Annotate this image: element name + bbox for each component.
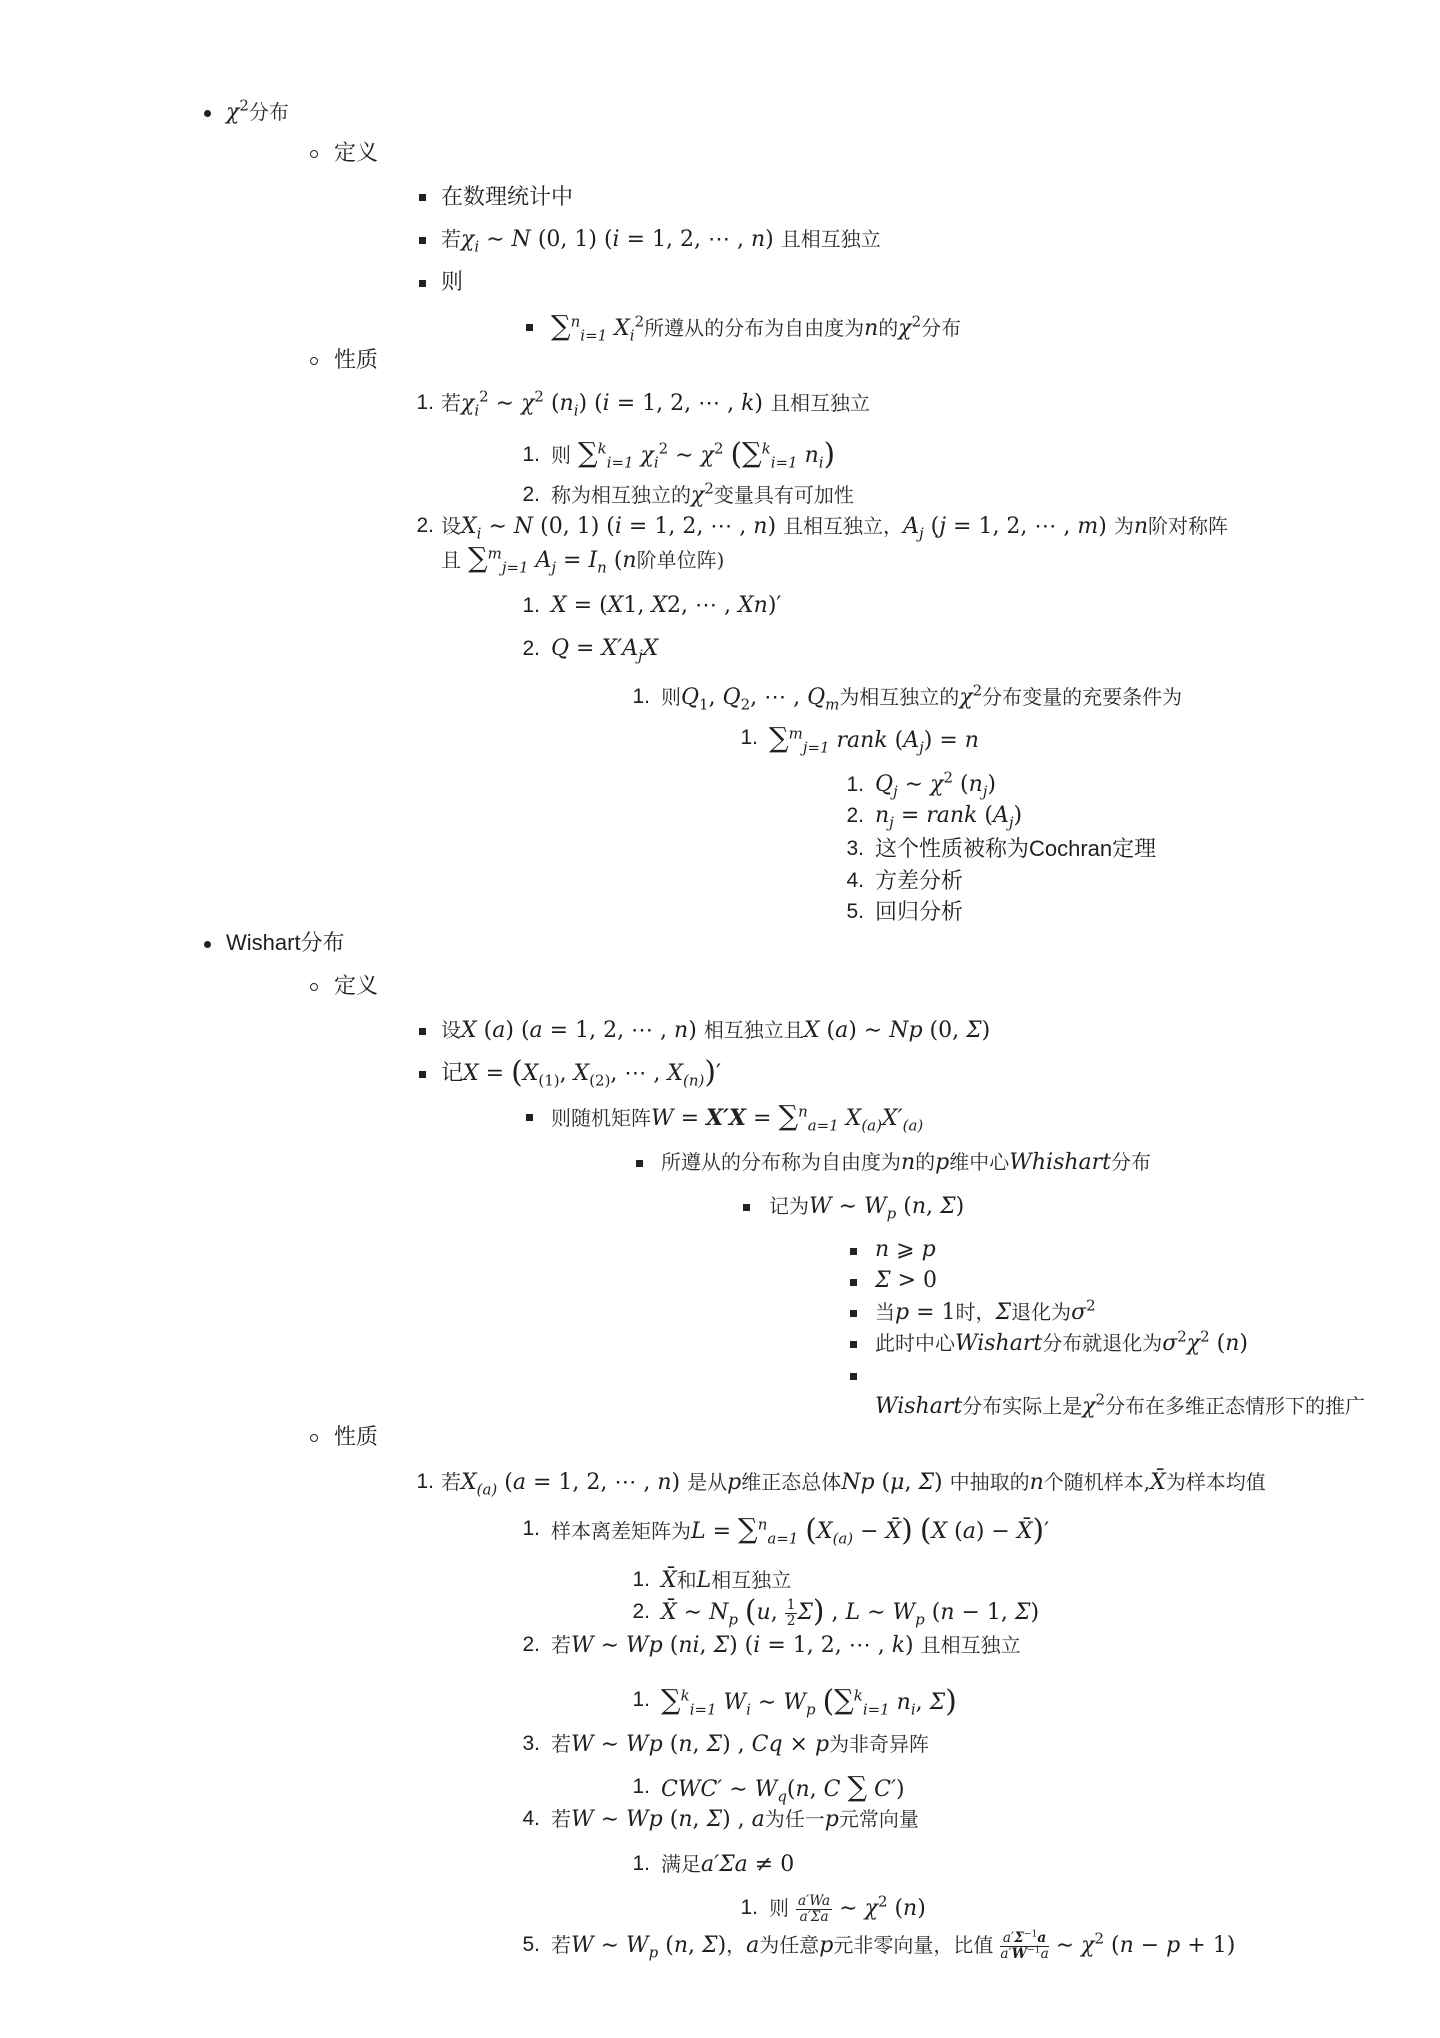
wishart-prop-4-1: 满足a′Σa ≠ 0 (661, 1852, 795, 1877)
list-number: 2. (632, 1600, 650, 1623)
list-number: 5. (846, 900, 864, 923)
bullet-square (850, 1373, 857, 1380)
bullet-square (419, 194, 426, 201)
chi2-definition-heading: 定义 (334, 140, 379, 165)
wishart-def-1: 设X (a) (a = 1, 2, ⋯ , n) 相互独立且X (a) ∼ Np (0, Σ) (441, 1018, 991, 1043)
list-number: 1. (522, 1517, 540, 1540)
chi2-property-heading: 性质 (334, 347, 379, 372)
chi2-nj-2: $n_j$ = rank $(A_j)$ (875, 803, 1023, 832)
list-number: 1. (632, 1568, 650, 1591)
bullet-square (850, 1248, 857, 1255)
list-number: 1. (416, 1470, 434, 1493)
chi2-prop-2-2-1: 则$Q_1$, $Q_2$, ⋯ , $Q_m$为相互独立的$\chi^2$分布变量的充要条件为 (661, 681, 1183, 714)
wishart-def-6d: 此时中心Wishart分布就退化为$\sigma^2\chi^2$ (n) (875, 1327, 1248, 1356)
list-number: 1. (416, 391, 434, 414)
wishart-def-5: 记为W ∼ $W_p$ (n, Σ) (769, 1194, 965, 1223)
chi2-def-item-2: 若$\chi_i$ ∼ N (0, 1) (i = 1, 2, ⋯ , n) 且相互独立 (441, 227, 881, 256)
list-number: 3. (522, 1732, 540, 1755)
chi2-def-sub: ∑$^n_{i=1}$ $X_i^2$所遵从的分布为自由度为n的$\chi^2$分布 (551, 310, 962, 345)
list-number: 4. (522, 1807, 540, 1830)
wishart-prop-4-1-1: 则 $\frac{a'Wa}{a'\Sigma a}$ ∼ $\chi^2$ (n) (769, 1892, 926, 1925)
wishart-definition-heading: 定义 (334, 973, 379, 998)
bullet-square (419, 1028, 426, 1035)
wishart-def-6c: 当p = 1时，Σ退化为$\sigma^2$ (875, 1296, 1096, 1325)
wishart-def-6e: Wishart分布实际上是$\chi^2$分布在多维正态情形下的推广 (875, 1390, 1366, 1419)
bullet-disc (204, 110, 211, 117)
chi2-def-item-1: 在数理统计中 (441, 184, 574, 209)
bullet-circle (310, 983, 318, 991)
wishart-prop-1-1-2: X̄ ∼ $N_p$ (u, $\frac{1}{2}$ Σ) , L ∼ $W_p$ (n − 1, Σ) (661, 1594, 1040, 1629)
section-heading-chi2: $\chi^2$分布 (226, 96, 289, 125)
wishart-def-3: 则随机矩阵W = X′X = ∑$^n_{a=1}$ $X_{(a)}X'_{(a)}$ (551, 1100, 924, 1135)
bullet-square (850, 1310, 857, 1317)
list-number: 2. (846, 804, 864, 827)
wishart-prop-2-1: ∑$^k_{i=1}$ $W_i$ ∼ $W_p$ (∑$^k_{i=1}$ $n_i$, Σ) (661, 1684, 957, 1719)
wishart-prop-1-1: 样本离差矩阵为L = ∑$^n_{a=1}$ ($X_{(a)}$ − X̄) (X (a) − X̄)′ (551, 1513, 1050, 1548)
chi2-prop-1: 若$\chi_i^2$ ∼ $\chi^2$ $(n_i) (i = 1$, 2, ⋯ , k) 且相互独立 (441, 387, 871, 420)
list-number: 1. (522, 443, 540, 466)
chi2-nj-1: $Q_j$ ∼ $\chi^2$ $(n_j)$ (875, 768, 996, 801)
list-number: 5. (522, 1933, 540, 1956)
bullet-circle (310, 1434, 318, 1442)
chi2-prop-2-2: $Q = X'A_jX$ (551, 636, 659, 665)
bullet-square (850, 1279, 857, 1286)
bullet-square (636, 1160, 643, 1167)
bullet-disc (204, 941, 211, 948)
wishart-prop-5: 若W ∼ $W_p$ (n, Σ)，a为任意p元非零向量，比值 $\frac{a'\Sigma^{-1}a}{a'W^{-1}a}$ ∼ $\chi^2$ (n − p + 1) (551, 1928, 1236, 1962)
chi2-def-item-3: 则 (441, 269, 464, 294)
bullet-circle (310, 357, 318, 365)
list-number: 1. (632, 1852, 650, 1875)
list-number: 1. (632, 1688, 650, 1711)
list-number: 2. (522, 483, 540, 506)
list-number: 1. (522, 594, 540, 617)
wishart-def-2: 记$X = (X_{(1)}$, $X_{(2)}$, ⋯ , $X_{(n)})'$ (441, 1055, 721, 1090)
bullet-square (419, 280, 426, 287)
list-number: 2. (522, 637, 540, 660)
chi2-nj-4: 方差分析 (875, 868, 964, 893)
wishart-prop-1-1-1: X̄和L相互独立 (661, 1568, 792, 1593)
chi2-prop-2-line2: 且 ∑$^m_{j=1}$ $A_j = I_n$ (n阶单位阵) (441, 542, 725, 577)
chi2-rank-condition: ∑$^m_{j=1}$ rank $(A_j) = n$ (769, 722, 979, 757)
list-number: 1. (632, 685, 650, 708)
list-number: 1. (632, 1775, 650, 1798)
list-number: 3. (846, 837, 864, 860)
list-number: 1. (846, 773, 864, 796)
bullet-square (743, 1204, 750, 1211)
wishart-prop-4: 若W ∼ Wp (n, Σ) , a为任一p元常向量 (551, 1807, 919, 1832)
wishart-def-4: 所遵从的分布称为自由度为n的p维中心Whishart分布 (661, 1150, 1152, 1175)
wishart-prop-3-1: CWC′ ∼ $W_q(n$, C ∑ C′) (661, 1771, 905, 1806)
wishart-prop-3: 若W ∼ Wp (n, Σ) , Cq × p为非奇异阵 (551, 1732, 930, 1757)
list-number: 2. (416, 514, 434, 537)
list-number: 1. (740, 726, 758, 749)
list-number: 4. (846, 869, 864, 892)
list-number: 2. (522, 1633, 540, 1656)
wishart-property-heading: 性质 (334, 1424, 379, 1449)
bullet-square (419, 237, 426, 244)
chi2-prop-2: 设$X_i$ ∼ N (0, 1) (i = 1, 2, ⋯ , n) 且相互独立，$A_j$ (j = 1, 2, ⋯ , m) 为n阶对称阵 (441, 514, 1229, 543)
wishart-def-6a: n ⩾ p (875, 1237, 936, 1262)
chi2-prop-1-1: 则 ∑$^k_{i=1}$ $\chi_i^2$ ∼ $\chi^2$ (∑$^k_{i=1}$ $n_i$) (551, 437, 836, 472)
bullet-circle (310, 150, 318, 158)
chi2-prop-2-1: X = (X1, X2, ⋯ , Xn)′ (551, 593, 782, 618)
bullet-square (526, 324, 533, 331)
wishart-def-6b: Σ > 0 (875, 1268, 937, 1293)
wishart-prop-2: 若W ∼ Wp (ni, Σ) (i = 1, 2, ⋯ , k) 且相互独立 (551, 1633, 1021, 1658)
bullet-square (419, 1071, 426, 1078)
bullet-square (526, 1114, 533, 1121)
section-heading-wishart: Wishart分布 (226, 930, 345, 955)
chi2-nj-5: 回归分析 (875, 899, 964, 924)
list-number: 1. (740, 1896, 758, 1919)
chi2-nj-3: 这个性质被称为Cochran定理 (875, 836, 1157, 861)
wishart-prop-1: 若$X_{(a)}$ (a = 1, 2, ⋯ , n) 是从p维正态总体Np (μ, Σ) 中抽取的n个随机样本,X̄为样本均值 (441, 1470, 1266, 1499)
bullet-square (850, 1341, 857, 1348)
chi2-prop-1-2: 称为相互独立的$\chi^2$变量具有可加性 (551, 479, 854, 508)
